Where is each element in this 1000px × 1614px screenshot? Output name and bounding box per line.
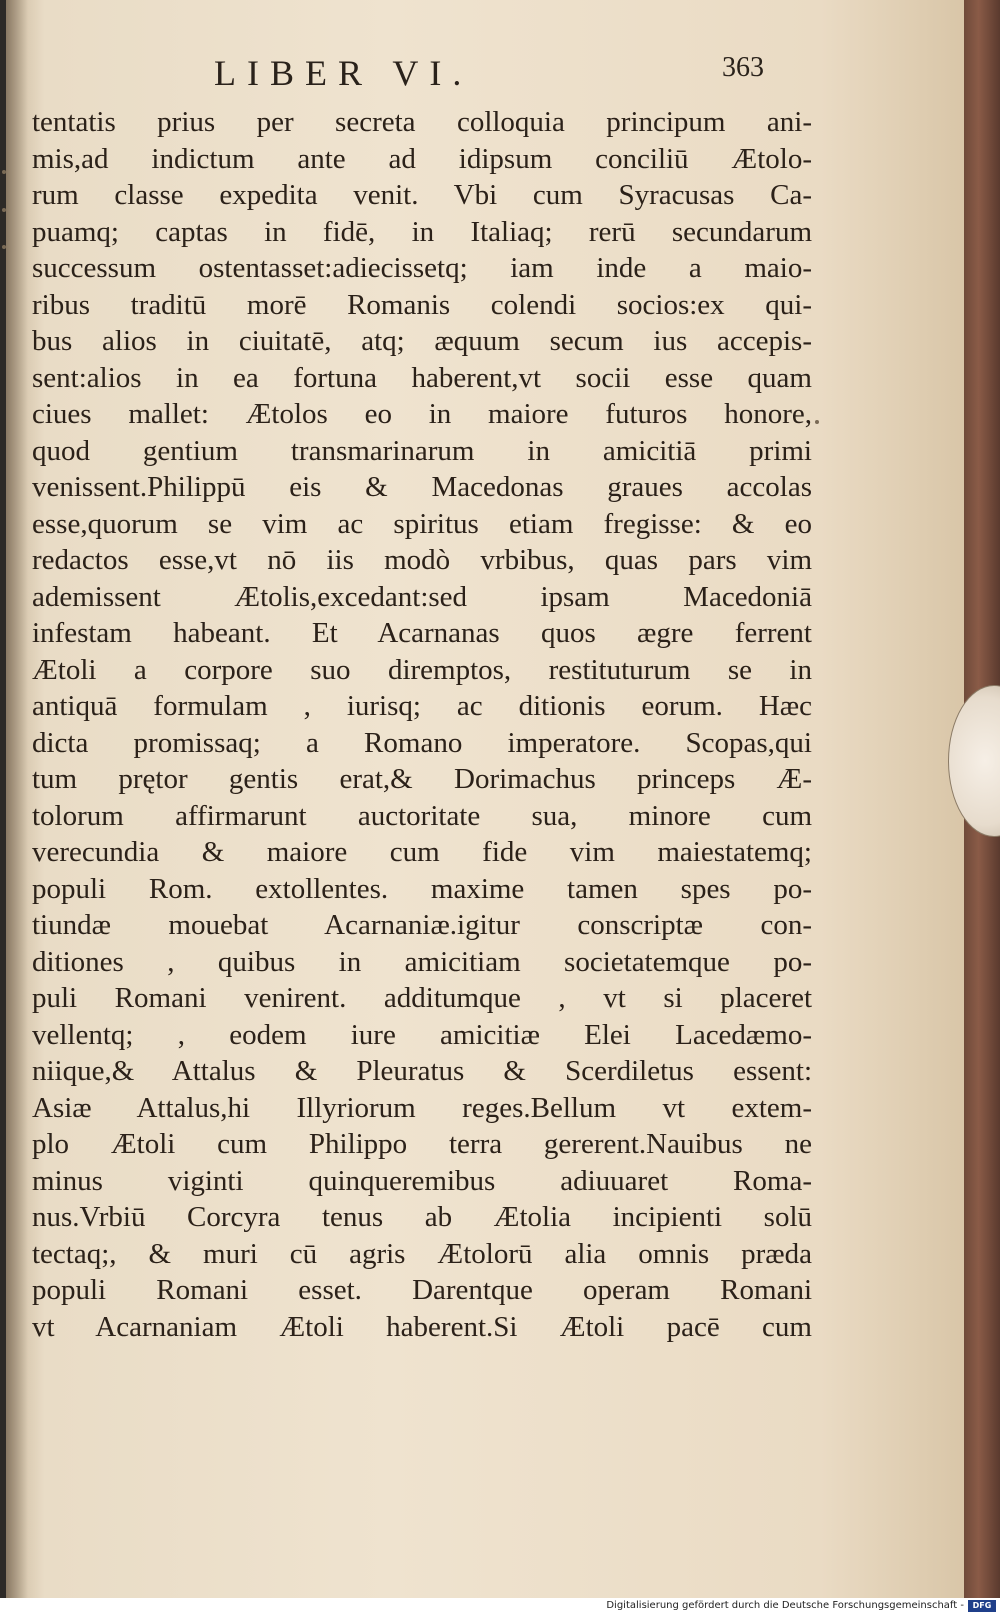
text-line: Ætoli a corpore suo diremptos, restituturum se in <box>32 653 812 686</box>
text-line: populi Romani esset. Darentque operam Romani <box>32 1274 812 1306</box>
text-line: ciues mallet: Ætolos eo in maiore futuros honore, <box>32 398 812 430</box>
text-line: quod gentium transmarinarum in amicitiā primi <box>32 434 812 467</box>
text-line: ditiones , quibus in amicitiam societatemque po- <box>32 945 812 978</box>
text-line: niique,& Attalus & Pleuratus & Scerdiletus essent: <box>32 1055 812 1087</box>
text-line: ademissent Ætolis,excedant:sed ipsam Macedoniā <box>32 580 812 613</box>
text-line: tiundæ mouebat Acarnaniæ.igitur conscriptæ con- <box>32 909 812 941</box>
text-line: successum ostentasset:adiecissetq; iam inde a maio- <box>32 252 812 284</box>
margin-mark <box>2 208 6 212</box>
body-text <box>32 104 812 1345</box>
funding-credit: Digitalisierung gefördert durch die Deutsche Forschungsgemeinschaft - <box>606 1600 964 1611</box>
text-line: populi Rom. extollentes. maxime tamen spes po- <box>32 872 812 905</box>
dfg-logo: DFG <box>968 1600 996 1612</box>
text-line: venissent.Philippū eis & Macedonas graues accolas <box>32 471 812 503</box>
text-line: tum prętor gentis erat,& Dorimachus princeps Æ- <box>32 763 812 795</box>
gutter-shadow <box>6 0 28 1598</box>
text-line: verecundia & maiore cum fide vim maiestatemq; <box>32 836 812 868</box>
text-line: bus alios in ciuitatē, atq; æquum secum ius accepis- <box>32 325 812 357</box>
book-page <box>6 0 964 1598</box>
text-line: plo Ætoli cum Philippo terra gererent.Nauibus ne <box>32 1128 812 1160</box>
text-line: tolorum affirmarunt auctoritate sua, minore cum <box>32 799 812 832</box>
page-number: 363 <box>722 52 764 83</box>
margin-mark <box>2 245 6 249</box>
text-line: minus viginti quinqueremibus adiuuaret Roma- <box>32 1164 812 1197</box>
running-head: LIBER VI. <box>214 53 473 93</box>
text-line: tentatis prius per secreta colloquia principum ani- <box>32 106 812 138</box>
text-line: vellentq; , eodem iure amicitiæ Elei Lacedæmo- <box>32 1018 812 1051</box>
text-line: esse,quorum se vim ac spiritus etiam fregisse: & eo <box>32 507 812 540</box>
page-header <box>6 52 964 92</box>
text-line: nus.Vrbiū Corcyra tenus ab Ætolia incipienti solū <box>32 1201 812 1233</box>
text-line: tectaq;, & muri cū agris Ætolorū alia omnis præda <box>32 1237 812 1270</box>
text-line: redactos esse,vt nō iis modò vrbibus, quas pars vim <box>32 544 812 576</box>
margin-mark <box>2 170 6 174</box>
text-line: rum classe expedita venit. Vbi cum Syracusas Ca- <box>32 179 812 211</box>
text-line: infestam habeant. Et Acarnanas quos ægre ferrent <box>32 617 812 649</box>
text-line: Asiæ Attalus,hi Illyriorum reges.Bellum vt extem- <box>32 1091 812 1124</box>
text-line: puamq; captas in fidē, in Italiaq; rerū secundarum <box>32 215 812 248</box>
text-line: vt Acarnaniam Ætoli haberent.Si Ætoli pacē cum <box>32 1310 812 1343</box>
footer-bar <box>0 1598 1000 1614</box>
text-line: sent:alios in ea fortuna haberent,vt socii esse quam <box>32 361 812 394</box>
text-line: ribus traditū morē Romanis colendi socios:ex qui- <box>32 288 812 321</box>
margin-mark <box>815 420 819 424</box>
text-line: puli Romani venirent. additumque , vt si placeret <box>32 982 812 1014</box>
text-line: dicta promissaq; a Romano imperatore. Scopas,qui <box>32 726 812 759</box>
text-line: antiquā formulam , iurisq; ac ditionis eorum. Hæc <box>32 690 812 722</box>
text-line: mis,ad indictum ante ad idipsum conciliū Ætolo- <box>32 142 812 175</box>
